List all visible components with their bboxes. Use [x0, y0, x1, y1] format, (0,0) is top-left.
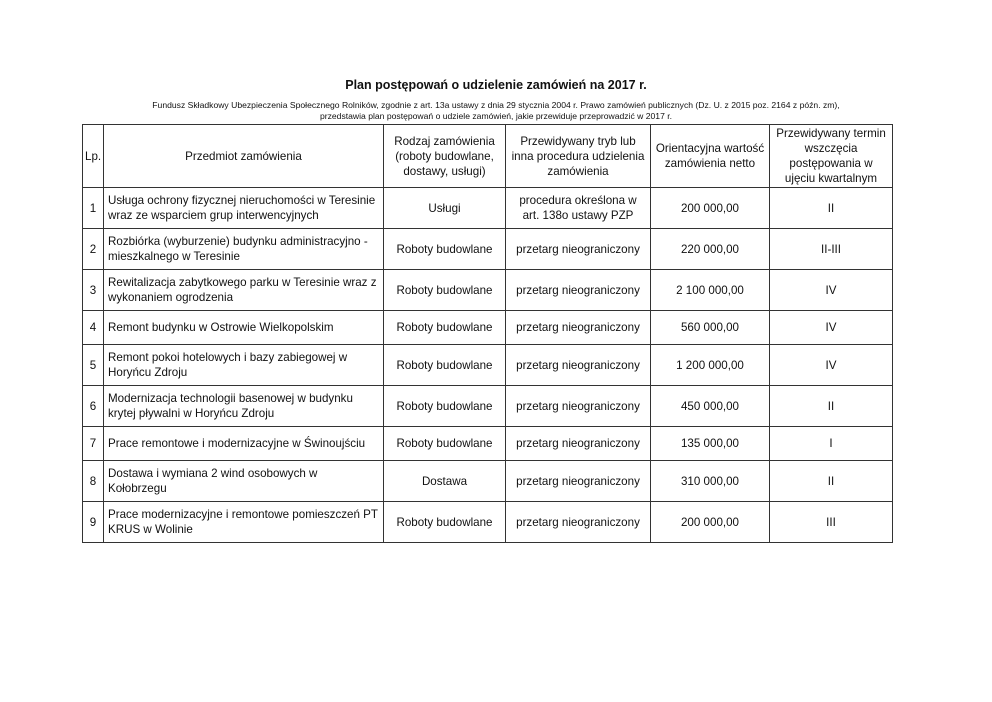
- cell-lp: 4: [83, 311, 104, 345]
- cell-type: Roboty budowlane: [384, 229, 506, 270]
- cell-term: II: [770, 188, 893, 229]
- cell-subject: Rewitalizacja zabytkowego parku w Teresinie wraz z wykonaniem ogrodzenia: [104, 270, 384, 311]
- header-type: Rodzaj zamówienia (roboty budowlane, dostawy, usługi): [384, 125, 506, 188]
- cell-type: Usługi: [384, 188, 506, 229]
- cell-lp: 8: [83, 461, 104, 502]
- cell-mode: przetarg nieograniczony: [506, 502, 651, 543]
- cell-subject: Remont budynku w Ostrowie Wielkopolskim: [104, 311, 384, 345]
- header-value: Orientacyjna wartość zamówienia netto: [651, 125, 770, 188]
- cell-mode: przetarg nieograniczony: [506, 427, 651, 461]
- cell-value: 450 000,00: [651, 386, 770, 427]
- procurement-plan-table: [82, 124, 893, 543]
- header-mode: Przewidywany tryb lub inna procedura udzielenia zamówienia: [506, 125, 651, 188]
- cell-subject: Remont pokoi hotelowych i bazy zabiegowej w Horyńcu Zdroju: [104, 345, 384, 386]
- cell-type: Roboty budowlane: [384, 502, 506, 543]
- header-term: Przewidywany termin wszczęcia postępowania w ujęciu kwartalnym: [770, 125, 893, 188]
- cell-lp: 2: [83, 229, 104, 270]
- subtitle-line-2: przedstawia plan postępowań o udziele zamówień, jakie przewiduje przeprowadzić w 2017 r.: [319, 111, 673, 121]
- table-row: [83, 345, 893, 386]
- header-subject: Przedmiot zamówienia: [104, 125, 384, 188]
- cell-subject: Usługa ochrony fizycznej nieruchomości w Teresinie wraz ze wsparciem grup interwencyjnych: [104, 188, 384, 229]
- cell-value: 560 000,00: [651, 311, 770, 345]
- cell-lp: 6: [83, 386, 104, 427]
- cell-type: Roboty budowlane: [384, 270, 506, 311]
- cell-term: II-III: [770, 229, 893, 270]
- cell-value: 200 000,00: [651, 502, 770, 543]
- cell-subject: Prace modernizacyjne i remontowe pomieszczeń PT KRUS w Wolinie: [104, 502, 384, 543]
- cell-value: 200 000,00: [651, 188, 770, 229]
- cell-type: Roboty budowlane: [384, 427, 506, 461]
- cell-subject: Rozbiórka (wyburzenie) budynku administracyjno - mieszkalnego w Teresinie: [104, 229, 384, 270]
- header-lp: Lp.: [83, 125, 104, 188]
- cell-term: II: [770, 386, 893, 427]
- cell-mode: przetarg nieograniczony: [506, 345, 651, 386]
- cell-value: 1 200 000,00: [651, 345, 770, 386]
- cell-value: 220 000,00: [651, 229, 770, 270]
- cell-type: Roboty budowlane: [384, 345, 506, 386]
- cell-term: II: [770, 461, 893, 502]
- cell-lp: 1: [83, 188, 104, 229]
- cell-type: Roboty budowlane: [384, 311, 506, 345]
- cell-lp: 7: [83, 427, 104, 461]
- cell-mode: przetarg nieograniczony: [506, 386, 651, 427]
- cell-type: Dostawa: [384, 461, 506, 502]
- cell-subject: Dostawa i wymiana 2 wind osobowych w Kołobrzegu: [104, 461, 384, 502]
- cell-type: Roboty budowlane: [384, 386, 506, 427]
- page-title: Plan postępowań o udzielenie zamówień na 2017 r.: [345, 78, 647, 92]
- cell-lp: 9: [83, 502, 104, 543]
- cell-term: IV: [770, 311, 893, 345]
- table-row: [83, 188, 893, 229]
- table-row: [83, 229, 893, 270]
- cell-term: I: [770, 427, 893, 461]
- cell-term: III: [770, 502, 893, 543]
- cell-value: 2 100 000,00: [651, 270, 770, 311]
- table-row: [83, 270, 893, 311]
- cell-mode: procedura określona w art. 138o ustawy PZP: [506, 188, 651, 229]
- cell-term: IV: [770, 270, 893, 311]
- cell-lp: 5: [83, 345, 104, 386]
- subtitle-line-1: Fundusz Składkowy Ubezpieczenia Społecznego Rolników, zgodnie z art. 13a ustawy z dnia 29 stycznia 2004 r. Prawo zamówień publicznych (Dz. U. z 2015 poz. 2164 z późn. zm),: [152, 100, 840, 110]
- cell-subject: Modernizacja technologii basenowej w budynku krytej pływalni w Horyńcu Zdroju: [104, 386, 384, 427]
- cell-mode: przetarg nieograniczony: [506, 229, 651, 270]
- cell-lp: 3: [83, 270, 104, 311]
- cell-subject: Prace remontowe i modernizacyjne w Świnoujściu: [104, 427, 384, 461]
- cell-mode: przetarg nieograniczony: [506, 461, 651, 502]
- table-row: [83, 502, 893, 543]
- cell-value: 310 000,00: [651, 461, 770, 502]
- cell-mode: przetarg nieograniczony: [506, 311, 651, 345]
- table-row: [83, 311, 893, 345]
- table-header-row: [83, 125, 893, 188]
- table-row: [83, 427, 893, 461]
- cell-term: IV: [770, 345, 893, 386]
- cell-value: 135 000,00: [651, 427, 770, 461]
- cell-mode: przetarg nieograniczony: [506, 270, 651, 311]
- table-row: [83, 461, 893, 502]
- table-row: [83, 386, 893, 427]
